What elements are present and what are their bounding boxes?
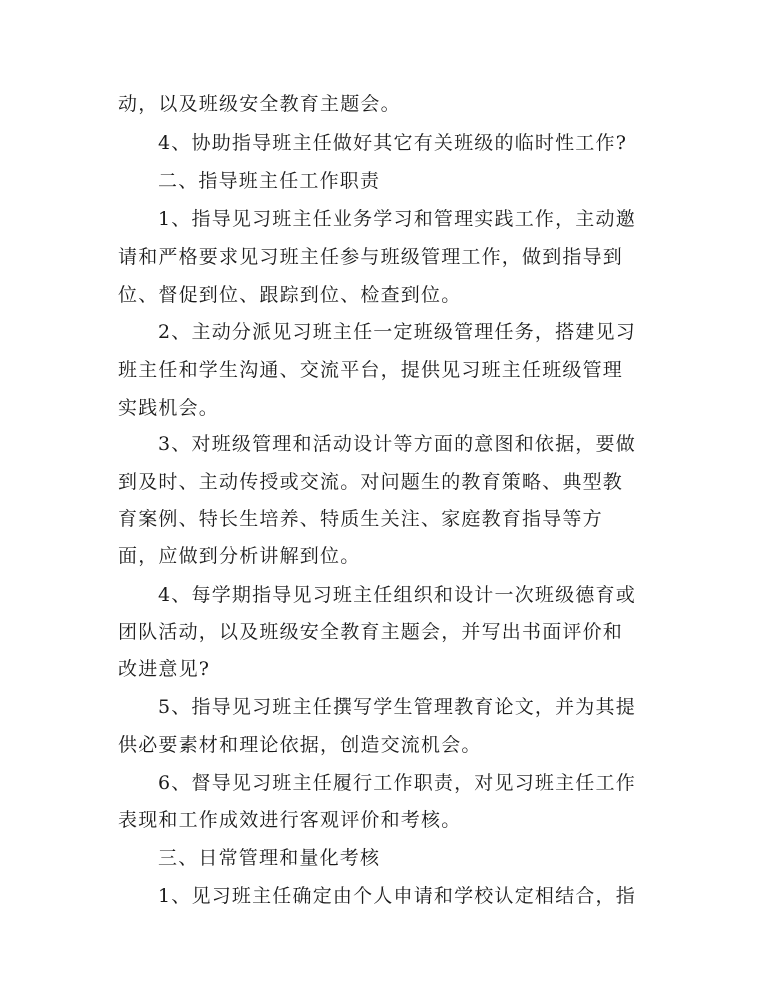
text-line: 实践机会。 xyxy=(118,397,220,419)
text-line: 4、协助指导班主任做好其它有关班级的临时性工作? xyxy=(158,132,628,154)
text-line: 6、督导见习班主任履行工作职责，对见习班主任工作 xyxy=(158,772,636,794)
section-heading: 二、指导班主任工作职责 xyxy=(158,170,381,192)
text-line: 改进意见? xyxy=(118,658,211,680)
text-line: 1、指导见习班主任业务学习和管理实践工作，主动邀 xyxy=(158,208,636,230)
section-heading: 三、日常管理和量化考核 xyxy=(158,847,381,869)
text-line: 5、指导见习班主任撰写学生管理教育论文，并为其提 xyxy=(158,696,636,718)
text-line: 请和严格要求见习班主任参与班级管理工作，做到指导到 xyxy=(118,246,624,268)
text-line: 育案例、特长生培养、特质生关注、家庭教育指导等方 xyxy=(118,508,603,530)
text-line: 3、对班级管理和活动设计等方面的意图和依据，要做 xyxy=(158,433,636,455)
text-line: 2、主动分派见习班主任一定班级管理任务，搭建见习 xyxy=(158,321,636,343)
text-line: 位、督促到位、跟踪到位、检查到位。 xyxy=(118,284,462,306)
text-line: 供必要素材和理论依据，创造交流机会。 xyxy=(118,734,482,756)
text-line: 团队活动，以及班级安全教育主题会，并写出书面评价和 xyxy=(118,621,624,643)
text-line: 面，应做到分析讲解到位。 xyxy=(118,545,361,567)
text-line: 4、每学期指导见习班主任组织和设计一次班级德育或 xyxy=(158,584,636,606)
text-line: 表现和工作成效进行客观评价和考核。 xyxy=(118,809,462,831)
text-line: 动，以及班级安全教育主题会。 xyxy=(118,93,401,115)
text-line: 到及时、主动传授或交流。对问题生的教育策略、典型教 xyxy=(118,471,624,493)
text-line: 班主任和学生沟通、交流平台，提供见习班主任班级管理 xyxy=(118,359,624,381)
text-line: 1、见习班主任确定由个人申请和学校认定相结合，指 xyxy=(158,885,636,907)
